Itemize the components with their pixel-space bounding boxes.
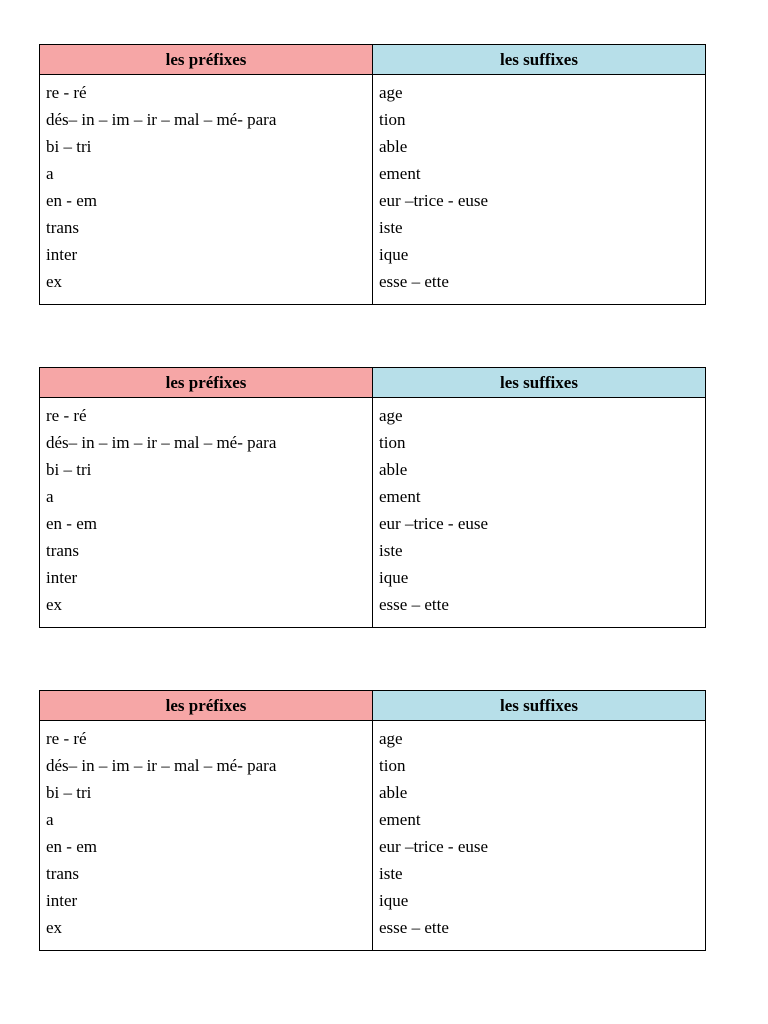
suffix-item: able bbox=[379, 460, 408, 479]
suffix-item: tion bbox=[379, 756, 406, 775]
suffix-item: iste bbox=[379, 541, 403, 560]
suffix-item: esse – ette bbox=[379, 595, 449, 614]
affix-table-2 bbox=[39, 367, 706, 628]
prefix-column bbox=[40, 398, 373, 627]
suffix-item: able bbox=[379, 137, 408, 156]
suffix-header: les suffixes bbox=[373, 368, 705, 398]
prefix-item: inter bbox=[46, 891, 78, 910]
prefix-item: dés– in – im – ir – mal – mé- para bbox=[46, 433, 277, 452]
suffix-item: ique bbox=[379, 568, 409, 587]
suffix-header: les suffixes bbox=[373, 45, 705, 75]
suffix-item: esse – ette bbox=[379, 272, 449, 291]
prefix-item: en - em bbox=[46, 514, 97, 533]
suffix-column bbox=[373, 398, 705, 627]
prefix-item: a bbox=[46, 487, 54, 506]
prefix-item: a bbox=[46, 164, 54, 183]
prefix-item: bi – tri bbox=[46, 460, 92, 479]
suffix-column bbox=[373, 75, 705, 304]
prefix-item: ex bbox=[46, 272, 63, 291]
suffix-column bbox=[373, 721, 705, 950]
prefix-item: trans bbox=[46, 864, 80, 883]
prefix-item: ex bbox=[46, 595, 63, 614]
affix-table-3 bbox=[39, 690, 706, 951]
suffix-item: able bbox=[379, 783, 408, 802]
suffix-item: eur –trice - euse bbox=[379, 837, 489, 856]
suffix-item: iste bbox=[379, 864, 403, 883]
prefix-item: trans bbox=[46, 218, 80, 237]
prefix-item: en - em bbox=[46, 191, 97, 210]
prefix-header: les préfixes bbox=[40, 45, 373, 75]
prefix-item: ex bbox=[46, 918, 63, 937]
affix-table-1 bbox=[39, 44, 706, 305]
suffix-item: eur –trice - euse bbox=[379, 514, 489, 533]
prefix-column bbox=[40, 75, 373, 304]
suffix-item: ement bbox=[379, 810, 421, 829]
prefix-item: dés– in – im – ir – mal – mé- para bbox=[46, 110, 277, 129]
suffix-item: iste bbox=[379, 218, 403, 237]
suffix-item: tion bbox=[379, 433, 406, 452]
prefix-item: bi – tri bbox=[46, 137, 92, 156]
prefix-item: a bbox=[46, 810, 54, 829]
suffix-item: age bbox=[379, 83, 403, 102]
suffix-item: tion bbox=[379, 110, 406, 129]
prefix-header: les préfixes bbox=[40, 691, 373, 721]
prefix-item: en - em bbox=[46, 837, 97, 856]
suffix-item: esse – ette bbox=[379, 918, 449, 937]
prefix-item: trans bbox=[46, 541, 80, 560]
prefix-item: bi – tri bbox=[46, 783, 92, 802]
prefix-item: re - ré bbox=[46, 83, 87, 102]
prefix-item: re - ré bbox=[46, 406, 87, 425]
suffix-item: age bbox=[379, 406, 403, 425]
suffix-item: ique bbox=[379, 891, 409, 910]
prefix-item: re - ré bbox=[46, 729, 87, 748]
prefix-column bbox=[40, 721, 373, 950]
suffix-item: eur –trice - euse bbox=[379, 191, 489, 210]
suffix-item: ique bbox=[379, 245, 409, 264]
suffix-item: age bbox=[379, 729, 403, 748]
suffix-item: ement bbox=[379, 487, 421, 506]
prefix-header: les préfixes bbox=[40, 368, 373, 398]
prefix-item: inter bbox=[46, 245, 78, 264]
prefix-item: inter bbox=[46, 568, 78, 587]
suffix-item: ement bbox=[379, 164, 421, 183]
prefix-item: dés– in – im – ir – mal – mé- para bbox=[46, 756, 277, 775]
suffix-header: les suffixes bbox=[373, 691, 705, 721]
